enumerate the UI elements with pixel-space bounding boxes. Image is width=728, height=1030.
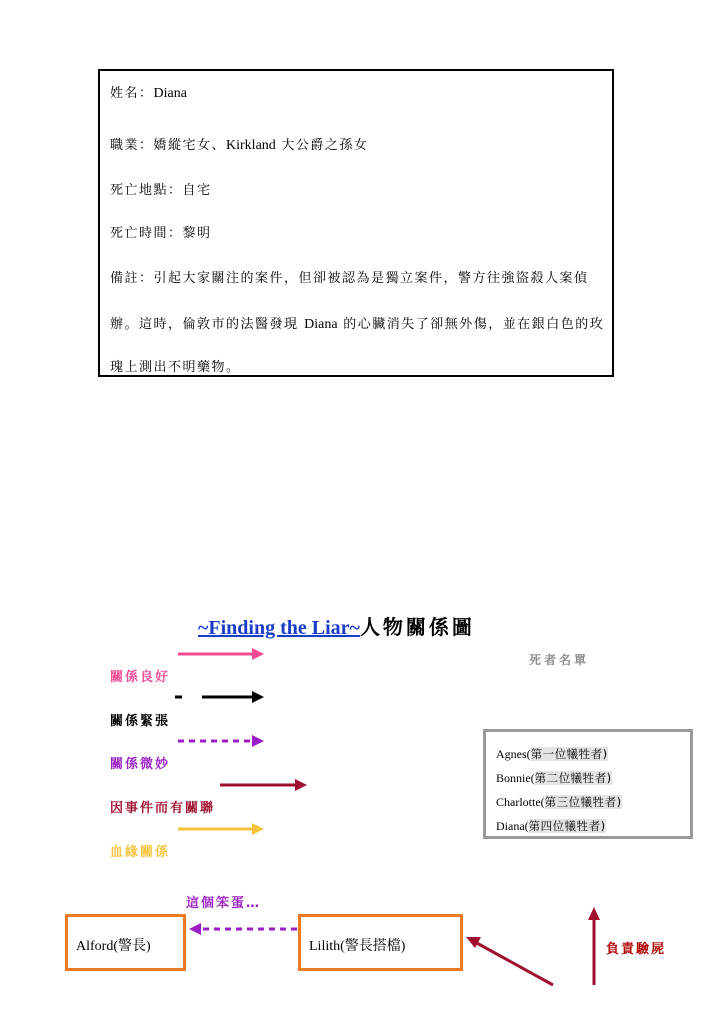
arrow-lilith-alford-head — [189, 923, 201, 935]
person-lilith-label: Lilith(警長搭檔) — [309, 939, 406, 954]
person-alford-label: Alford(警長) — [76, 939, 151, 954]
arrow-tense-head — [252, 691, 264, 703]
legend-label-tense: 關係緊張 — [110, 714, 171, 729]
victim-item: Charlotte(第三位犧牲者) — [496, 795, 622, 809]
person-lilith-box[interactable] — [298, 914, 463, 971]
chart-title: ~Finding the Liar~人物關係圖 — [198, 615, 475, 639]
profile-occupation: 職業：嬌縱宅女、Kirkland 大公爵之孫女 — [110, 138, 369, 153]
profile-notes-line3: 瑰上測出不明藥物。 — [110, 360, 241, 375]
arrow-subtle-head — [252, 735, 264, 747]
arrow-good-head — [252, 648, 264, 660]
legend-label-incident: 因事件而有關聯 — [110, 801, 216, 816]
profile-death-place: 死亡地點：自宅 — [110, 183, 212, 198]
arrow-incident-head — [295, 779, 307, 791]
legend-label-subtle: 關係微妙 — [110, 757, 171, 772]
victim-item: Agnes(第一位犧牲者) — [496, 747, 608, 761]
victim-item: Diana(第四位犧牲者) — [496, 819, 606, 833]
legend-label-blood: 血緣關係 — [110, 845, 171, 860]
profile-name: 姓名：Diana — [110, 86, 187, 101]
profile-death-time: 死亡時間：黎明 — [110, 226, 212, 241]
victims-title: 死者名單 — [529, 653, 590, 667]
legend-label-good: 關係良好 — [110, 670, 171, 685]
victim-item: Bonnie(第二位犧牲者) — [496, 771, 612, 785]
note-idiot: 這個笨蛋… — [186, 896, 262, 911]
arrow-autopsy-lilith — [475, 942, 553, 985]
arrow-blood-head — [252, 823, 264, 835]
person-alford-box[interactable] — [65, 914, 186, 971]
profile-notes-line2: 辦。這時，倫敦市的法醫發現 Diana 的心臟消失了卻無外傷，並在銀白色的玫 — [110, 317, 605, 332]
autopsy-label: 負責驗屍 — [606, 942, 667, 957]
profile-notes-line1: 備註：引起大家關注的案件，但卻被認為是獨立案件，警方往強盜殺人案偵 — [110, 271, 589, 286]
arrow-autopsy-up-head — [588, 907, 600, 920]
finding-liar-link[interactable]: ~Finding the Liar~ — [198, 617, 360, 639]
